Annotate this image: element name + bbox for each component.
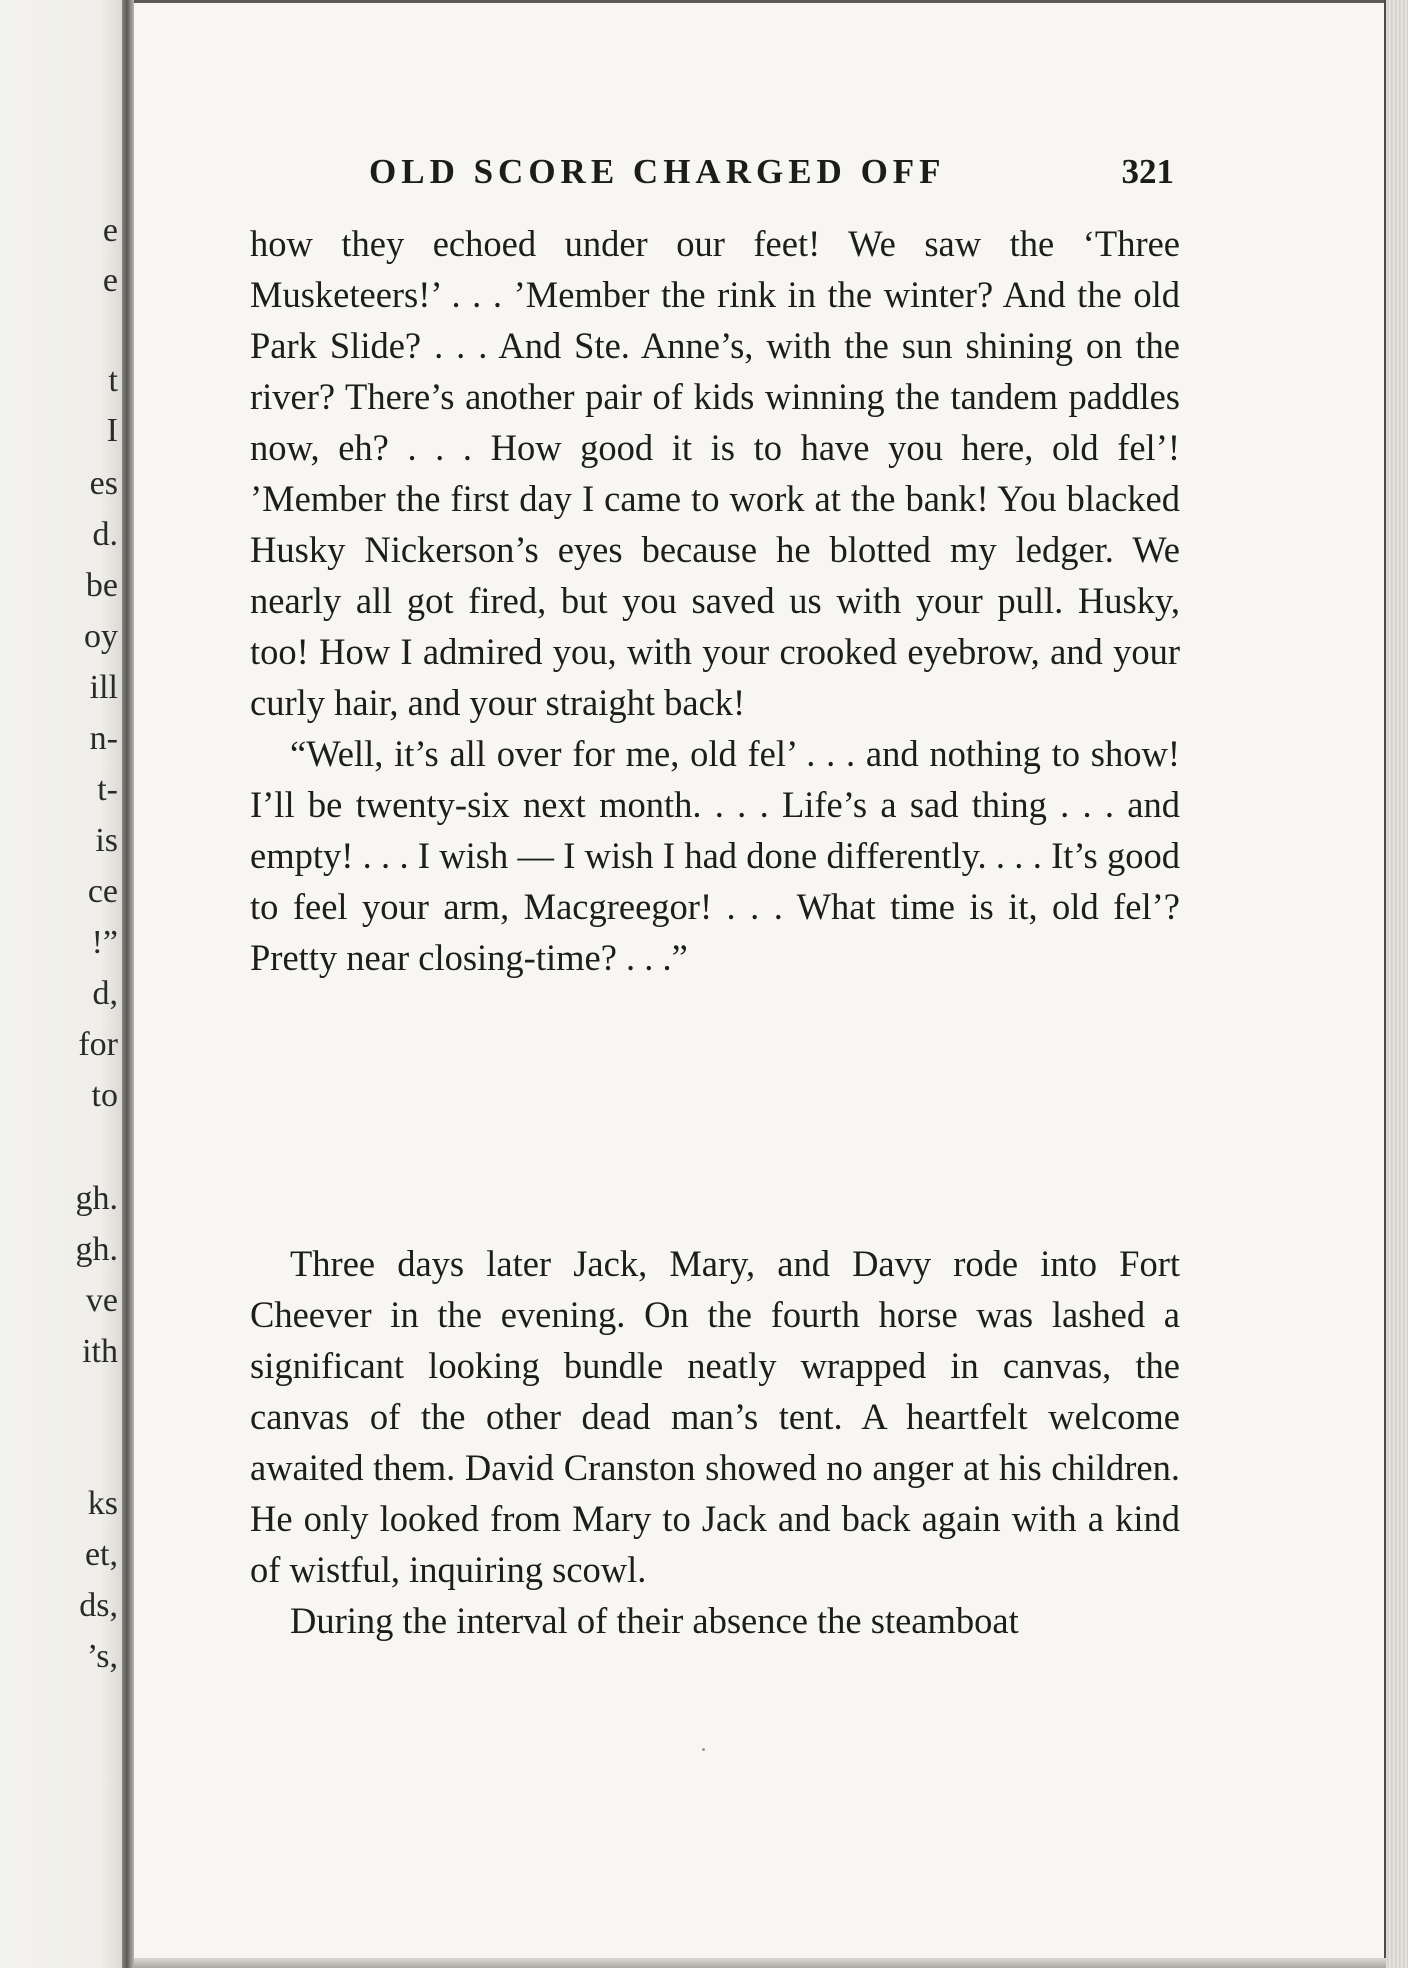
facing-page-fragment: to — [91, 1077, 118, 1114]
facing-page-fragment: gh. — [75, 1231, 118, 1268]
paragraph: how they echoed under our feet! We saw the ‘Three Musketeers!’ . . . ’Member the rink in the winter? And the old Park Slide? . . . And Ste. Anne’s, with the sun shining on the river? There’s another pair of kids winning the tandem paddles now, eh? . . . How good it is to have you here, old fel’! ’Member the first day I came to work at the bank! You blacked Husky Nickerson’s eyes because he blotted my ledger. We nearly all got fired, but you saved us with your pull. Husky, too! How I admired you, with your crooked eyebrow, and your curly hair, and your straight back! — [250, 223, 1180, 723]
facing-page-fragment: t- — [97, 771, 118, 808]
facing-page-fragment: ds, — [79, 1587, 118, 1624]
paragraph: “Well, it’s all over for me, old fel’ . . . and nothing to show! I’ll be twenty-six next month. . . . Life’s a sad thing . . . and empty! . . . I wish — I wish I had done differently. . . . It’s good to feel your arm, Macgreegor! . . . What time is it, old fel’? Pretty near closing-time? . . .” — [250, 733, 1180, 978]
facing-page-fragment: ce — [87, 873, 118, 910]
facing-page-fragment: ve — [85, 1282, 118, 1319]
facing-page-fragment: d, — [92, 975, 118, 1012]
facing-page-fragment: ks — [87, 1485, 118, 1522]
facing-page-fragment: t — [108, 362, 118, 399]
facing-page-fragment: n- — [89, 720, 118, 757]
facing-page-fragment: for — [78, 1026, 118, 1063]
page-bottom-edge — [134, 1958, 1386, 1968]
book-gutter — [122, 0, 134, 1968]
facing-page-fragment: ith — [82, 1333, 118, 1370]
paragraph: Three days later Jack, Mary, and Davy rode into Fort Cheever in the evening. On the fourth horse was lashed a significant looking bundle neatly wrapped in canvas, the canvas of the other dead man’s tent. A heartfelt welcome awaited them. David Cranston showed no anger at his children. He only looked from Mary to Jack and back again with a kind of wistful, inquiring scowl. — [250, 1243, 1180, 1590]
facing-page-fragment: e — [102, 212, 118, 249]
facing-page-fragment: gh. — [75, 1180, 118, 1217]
facing-page-fragment: es — [89, 465, 118, 502]
text-block-lower — [250, 1238, 1180, 1646]
text-block-upper — [250, 218, 1180, 983]
facing-page — [0, 0, 126, 1968]
paper-speck — [702, 1748, 705, 1751]
page-edges — [1384, 0, 1408, 1968]
paragraph: During the interval of their absence the steamboat — [290, 1600, 1019, 1641]
page-number: 321 — [1121, 152, 1174, 191]
facing-page-fragment: e — [102, 262, 118, 299]
facing-page-fragment: et, — [84, 1536, 118, 1573]
facing-page-fragment: oy — [84, 618, 118, 655]
facing-page-fragment: be — [85, 567, 118, 604]
running-header — [234, 152, 1174, 196]
facing-page-fragment: ill — [89, 669, 118, 706]
facing-page-fragment: I — [106, 412, 118, 449]
facing-page-fragment: is — [95, 822, 118, 859]
running-title: OLD SCORE CHARGED OFF — [369, 152, 946, 191]
facing-page-fragment: ’s, — [86, 1638, 118, 1675]
facing-page-fragment: d. — [92, 516, 118, 553]
facing-page-fragment: !” — [91, 924, 118, 961]
